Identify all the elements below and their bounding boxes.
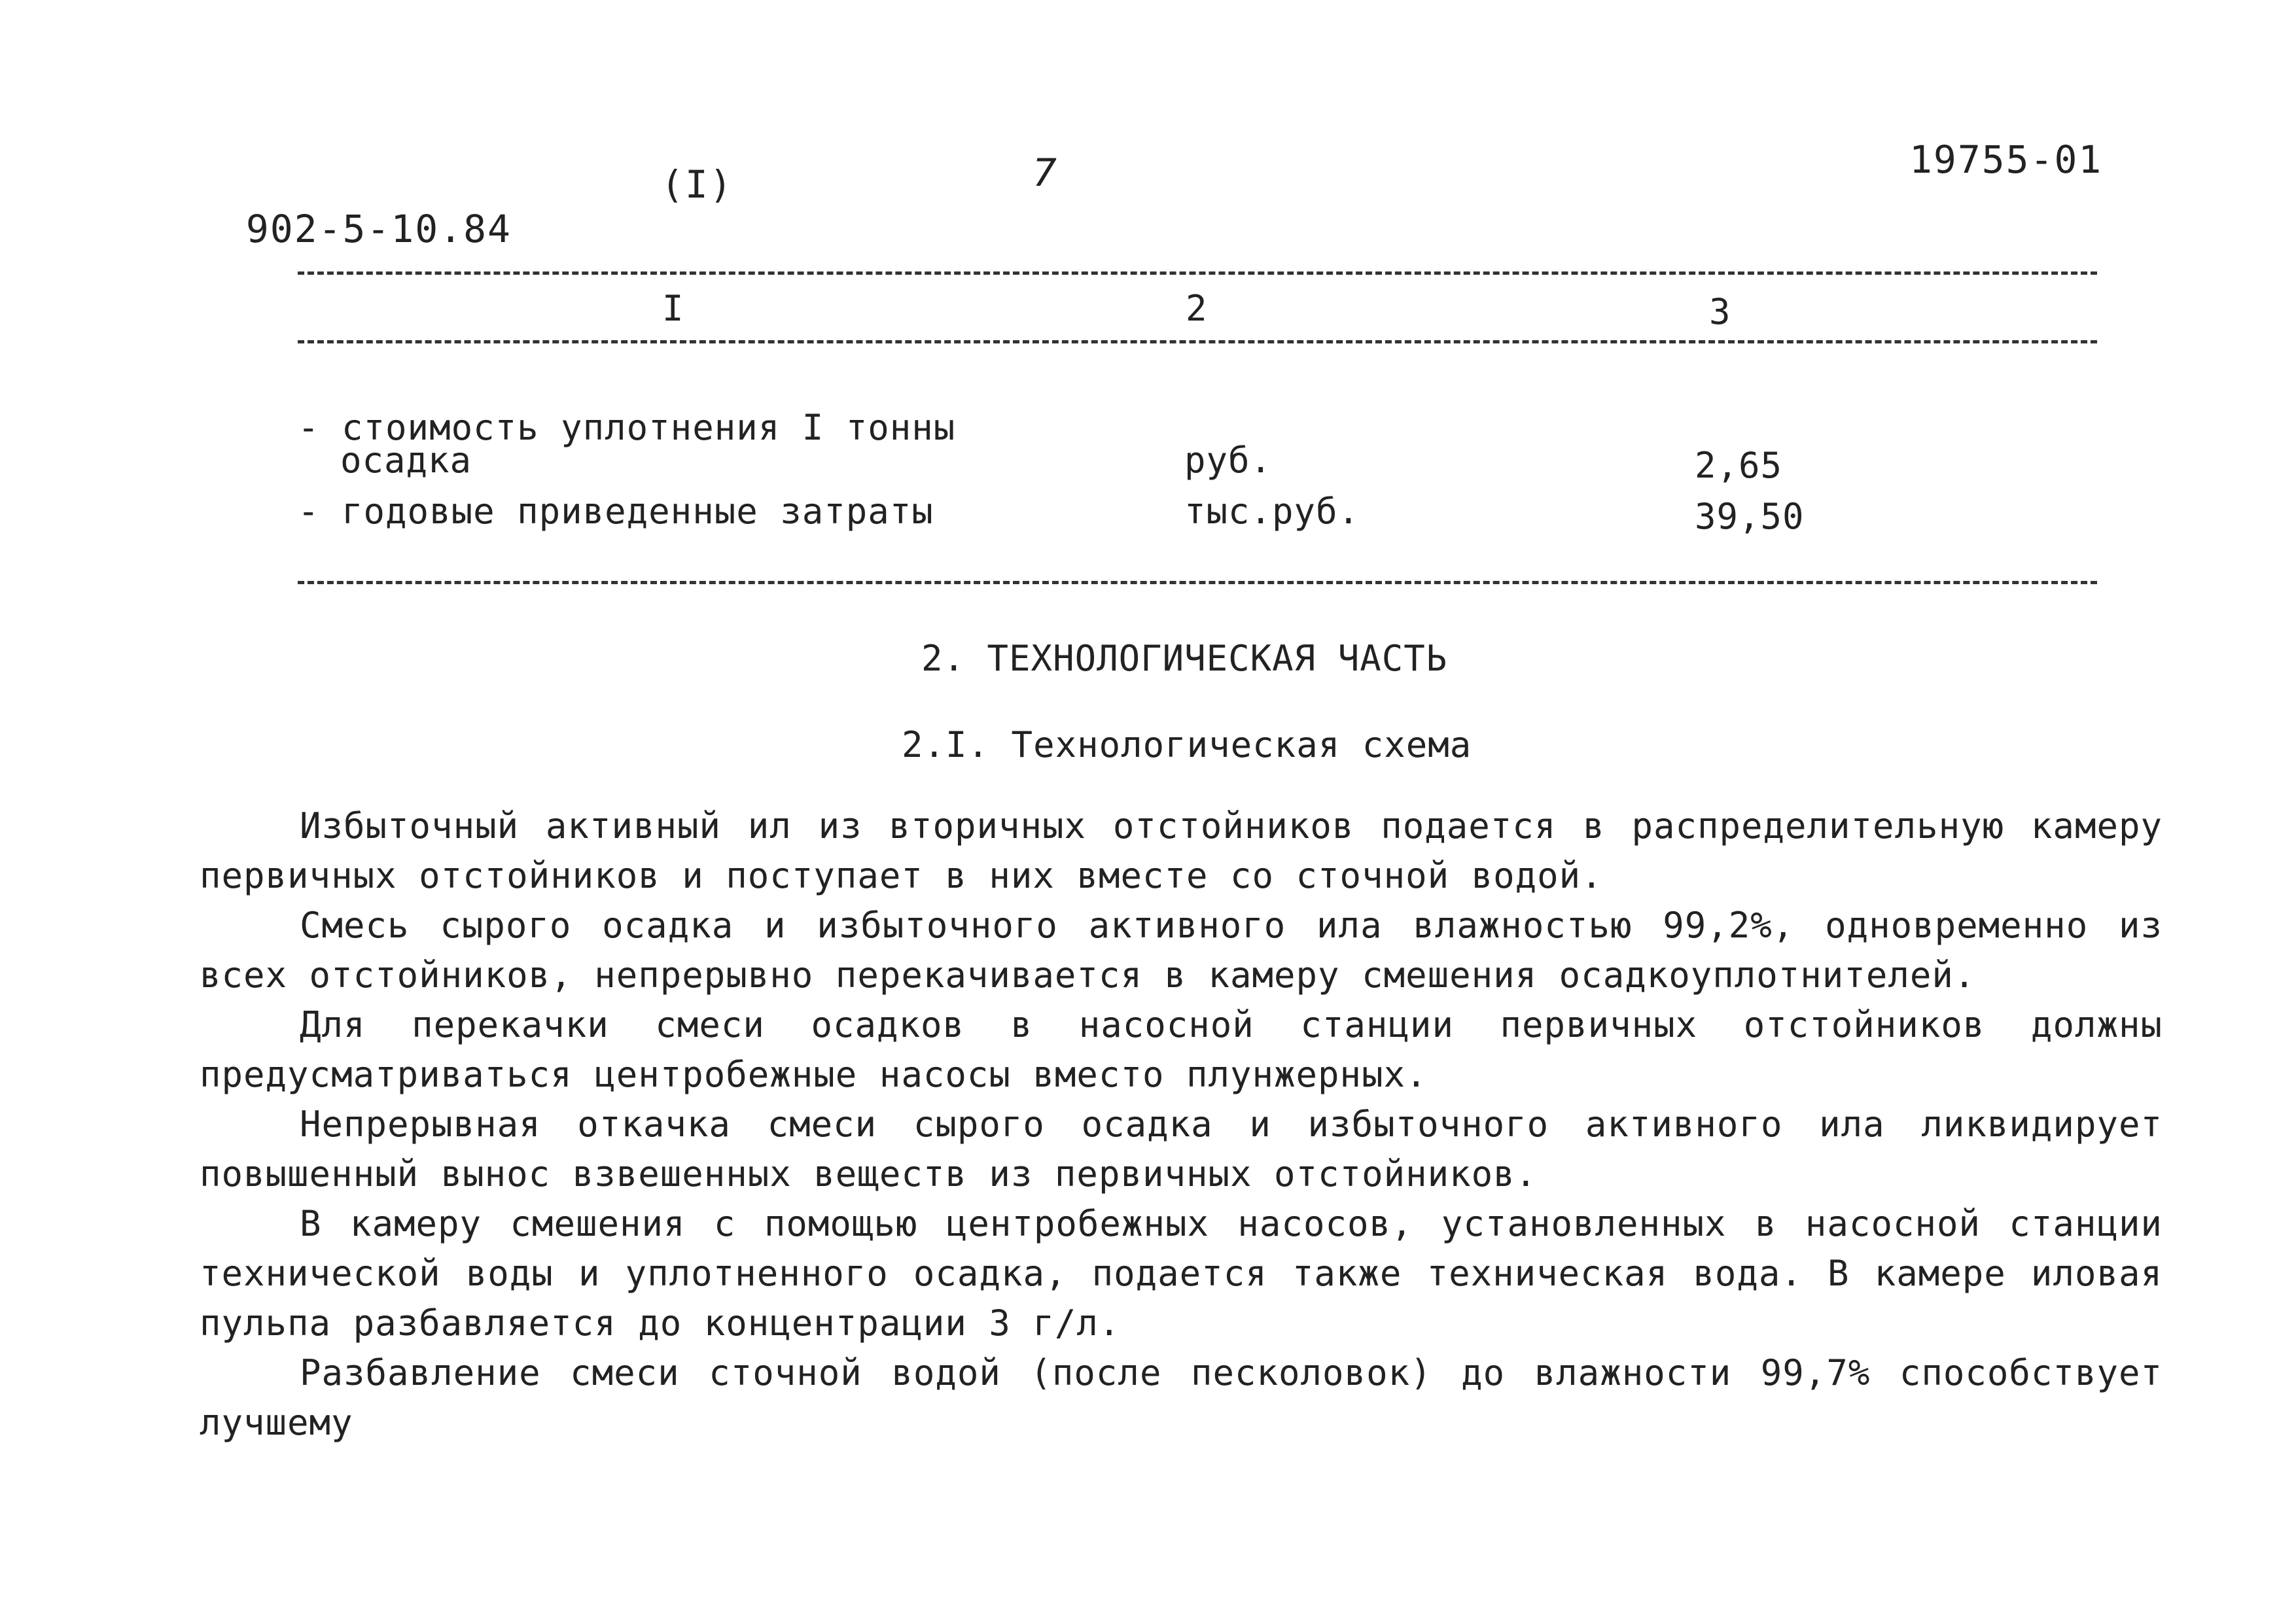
row-2-name: - годовые приведенные затраты (298, 491, 934, 532)
paragraph: Для перекачки смеси осадков в насосной станции первичных отстойников должны предусматриваться центробежные насосы вместо плунжерных. (200, 1004, 2163, 1095)
page-number: 7 (1033, 150, 1058, 195)
row-2-value: 39,50 (1695, 496, 1805, 537)
row-2-unit: тыс.руб. (1184, 491, 1360, 532)
column-header-1: I (662, 288, 684, 329)
row-1-name: - стоимость уплотнения I тонны (298, 407, 956, 448)
doc-part: (I) (661, 162, 733, 207)
row-1-name-cont: осадка (340, 440, 472, 481)
column-header-3: 3 (1709, 291, 1731, 332)
column-header-2: 2 (1186, 288, 1208, 329)
table-bottom-rule (298, 581, 2097, 584)
paragraph: Непрерывная откачка смеси сырого осадка и избыточного активного ила ликвидирует повышенный вынос взвешенных веществ из первичных отстойников. (200, 1104, 2163, 1195)
row-1-unit: руб. (1184, 440, 1273, 481)
section-title: 2. ТЕХНОЛОГИЧЕСКАЯ ЧАСТЬ (921, 638, 1448, 679)
paragraph: Избыточный активный ил из вторичных отстойников подается в распределительную камеру первичных отстойников и поступает в них вместе со сточной водой. (200, 805, 2163, 896)
table-top-rule (298, 271, 2097, 275)
table-header-rule (298, 340, 2097, 343)
paragraph: Разбавление смеси сточной водой (после песколовок) до влажности 99,7% способствует лучшему (200, 1352, 2163, 1443)
doc-code: 902-5-10.84 (245, 207, 512, 251)
paragraph: Смесь сырого осадка и избыточного активного ила влажностью 99,2%, одновременно из всех отстойников, непрерывно перекачивается в камеру смешения осадкоуплотнителей. (200, 905, 2163, 996)
section-subtitle: 2.I. Технологическая схема (902, 724, 1472, 765)
row-1-value: 2,65 (1695, 445, 1783, 486)
archive-number: 19755-01 (1909, 137, 2103, 182)
paragraph: В камеру смешения с помощью центробежных насосов, установленных в насосной станции технической воды и уплотненного осадка, подается также техническая вода. В камере иловая пульпа разбавляется до концентрации 3 г/л. (200, 1203, 2163, 1344)
body-text (200, 801, 2163, 1448)
